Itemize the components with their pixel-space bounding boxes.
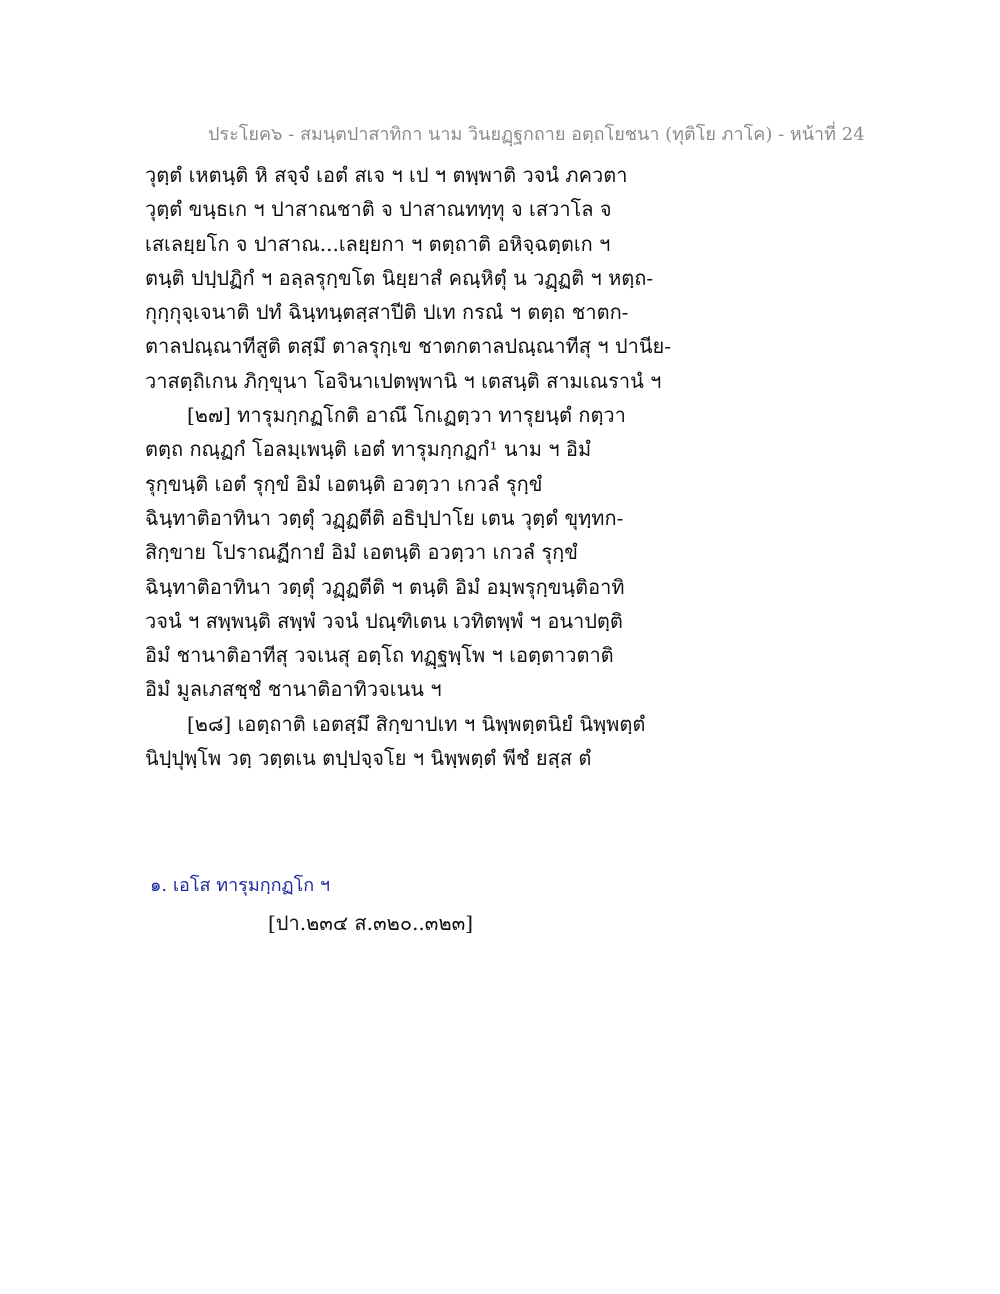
text-line: ฉินฺทาติอาทินา วตฺตุํ วฏฺฏตีติ อธิปฺปาโย เตน วุตฺตํ ขุทฺทก- [145, 505, 624, 530]
text-line: ฉินฺทาติอาทินา วตฺตุํ วฏฺฏตีติ ฯ ตนฺติ อิมํ อมฺพรุกฺขนฺติอาทิ [145, 574, 625, 599]
text-line: สิกฺขาย โปราณฏีกายํ อิมํ เอตนฺติ อวตฺวา เกวลํ รุกฺขํ [145, 540, 578, 565]
paragraph-start-28: [๒๘] เอตฺถาติ เอตสฺมึ สิกฺขาปเท ฯ นิพฺพตฺตนิยํ นิพฺพตฺตํ [187, 711, 646, 736]
text-line: วจนํ ฯ สพฺพนฺติ สพฺพํ วจนํ ปณฺฑิเตน เวทิตพฺพํ ฯ อนาปตฺติ [145, 608, 623, 633]
footnote: ๑. เอโส ทารุมกฺกฏโก ฯ [150, 875, 330, 896]
text-line: อิมํ ชานาติอาทีสุ วจเนสุ อตฺโถ ทฏฺฐพฺโพ ฯ เอตฺตาวตาติ [145, 643, 614, 668]
text-line: วุตฺตํ เหตนฺติ หิ สจฺจํ เอตํ สเจ ฯ เป ฯ ตพฺพาติ วจนํ ภควตา [145, 163, 628, 187]
text-line: นิปฺปุพฺโพ วตฺ วตฺตเน ตปฺปจฺจโย ฯ นิพฺพตฺตํ พีชํ ยสฺส ตํ [145, 746, 592, 771]
page-reference: [ปา.๒๓๔ ส.๓๒๐..๓๒๓] [268, 911, 474, 935]
text-line: รุกฺขนฺติ เอตํ รุกฺขํ อิมํ เอตนฺติ อวตฺวา เกวลํ รุกฺขํ [145, 471, 543, 496]
text-line: ตตฺถ กณฺฏกํ โอลมฺเพนฺติ เอตํ ทารุมกฺกฏกํ¹ นาม ฯ อิมํ [145, 437, 592, 462]
text-line: วุตฺตํ ขนฺธเก ฯ ปาสาณชาติ จ ปาสาณททฺทุ จ เสวาโล จ [145, 197, 612, 222]
paragraph-start-27: [๒๗] ทารุมกฺกฏโกติ อาณึ โกเฏตฺวา ทารุยนฺตํ กตฺวา [187, 403, 626, 428]
text-line: วาสตฺถิเกน ภิกฺขุนา โอจินาเปตพฺพานิ ฯ เตสนฺติ สามเณรานํ ฯ [145, 368, 662, 393]
text-line: ตนฺติ ปปฺปฏิกํ ฯ อลฺลรุกฺขโต นิยฺยาสํ คณฺหิตุํ น วฏฺฏติ ฯ หตฺถ- [145, 265, 654, 290]
text-line: ตาลปณฺณาทีสูติ ตสฺมึ ตาลรุกฺเข ชาตกตาลปณฺณาทีสุ ฯ ปานีย- [145, 334, 671, 359]
page-header: ประโยค๖ - สมนฺตปาสาทิกา นาม วินยฏฺฐกถาย อตฺถโยชนา (ทุติโย ภาโค) - หน้าที่ 24 [208, 124, 865, 145]
body-text [145, 158, 671, 775]
text-line: อิมํ มูลเภสชฺชํ ชานาติอาทิวจเนน ฯ [145, 677, 442, 702]
text-line: เสเลยฺยโก จ ปาสาณ...เลยฺยกา ฯ ตตฺถาติ อหิจฺฉตฺตเก ฯ [145, 231, 611, 256]
text-line: กุกฺกุจฺเจนาติ ปทํ ฉินฺทนฺตสฺสาปีติ ปเท กรณํ ฯ ตตฺถ ชาตก- [145, 300, 629, 325]
